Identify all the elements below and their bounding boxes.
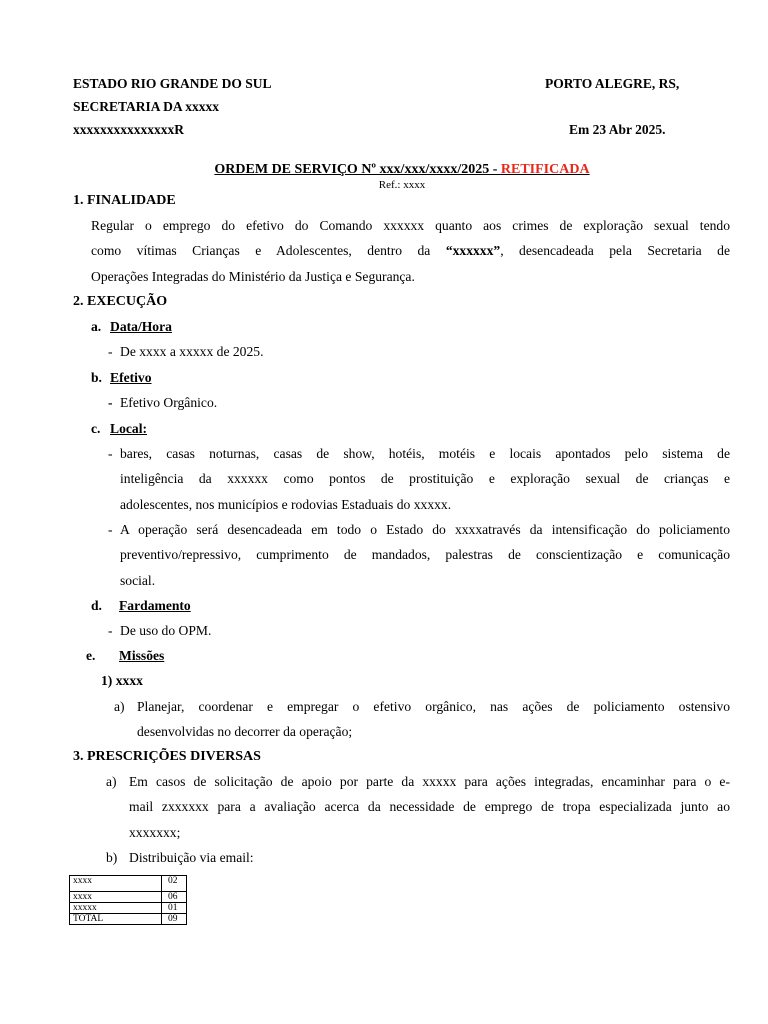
item-a-label: a. [91, 319, 102, 334]
table-row [70, 892, 187, 903]
item-b-entry: - Efetivo Orgânico. [108, 395, 218, 410]
mission-a-text [137, 694, 730, 745]
section2-heading: 2. EXECUÇÃO [73, 294, 168, 309]
distribution-table [69, 875, 187, 925]
item-d-title: Fardamento [119, 598, 191, 613]
item-c-entry-2: - A operação será desencadeada em todo o Estado do xxxxatravés da intensificação do policiamento preventivo/repressivo, cumprimento de mandados, palestras de conscientização e comunicação social. [120, 517, 730, 593]
distribution-recipient: xxxx [70, 892, 162, 903]
table-row [70, 903, 187, 914]
distribution-quantity: 06 [162, 892, 187, 903]
section3-heading: 3. PRESCRIÇÕES DIVERSAS [73, 749, 261, 764]
prescription-b-text: Distribuição via email: [129, 850, 254, 865]
distribution-recipient: xxxxx [70, 903, 162, 914]
prescription-a-line2: mail zxxxxxx para a avaliação acerca da necessidade de emprego de tropa especializada junto ao [129, 799, 730, 815]
section1-line2-post: , desencadeada pela Secretaria de [500, 243, 730, 259]
item-c-entry-2-line1: A operação será desencadeada em todo o Estado do xxxxatravés da intensificação do policiamento [120, 522, 730, 537]
distribution-recipient: xxxx [70, 876, 162, 892]
section1-line2-pre: como vítimas Crianças e Adolescentes, dentro da [91, 243, 446, 259]
item-c-entry-1-line1: bares, casas noturnas, casas de show, hotéis, motéis e locais apontados pelo sistema de [120, 446, 730, 461]
section1-line1: Regular o emprego do efetivo do Comando xxxxxx quanto aos crimes de exploração sexual tendo [91, 218, 730, 233]
header-date: Em 23 Abr 2025. [569, 122, 666, 137]
operation-name: “xxxxxx” [445, 243, 501, 259]
title-status: RETIFICADA [500, 162, 590, 177]
distribution-quantity: 02 [162, 876, 187, 892]
item-a-entry: - De xxxx a xxxxx de 2025. [108, 344, 264, 359]
item-b-label: b. [91, 370, 102, 385]
item-c-entry-1-line2: inteligência da xxxxxx como pontos de prostituição e exploração sexual de crianças e [120, 471, 730, 487]
item-d-entry: - De uso do OPM. [108, 623, 212, 638]
distribution-recipient: TOTAL [70, 914, 162, 925]
item-c-entry-2-line3: social. [120, 572, 156, 588]
prescription-a-line3: xxxxxxx; [129, 824, 181, 840]
item-b-text: Efetivo Orgânico. [120, 395, 218, 410]
table-row [70, 914, 187, 925]
mission-a-line2: desenvolvidas no decorrer da operação; [137, 724, 353, 740]
item-a-text: De xxxx a xxxxx de 2025. [120, 344, 264, 359]
prescription-b-label: b) [106, 850, 118, 865]
prescription-a-line1: Em casos de solicitação de apoio por parte da xxxxx para ações integradas, encaminhar para o e- [129, 774, 730, 789]
distribution-quantity: 01 [162, 903, 187, 914]
title-main: ORDEM DE SERVIÇO Nº xxx/xxx/xxxx/2025 - [214, 162, 501, 177]
section1-paragraph [91, 213, 730, 289]
mission-a-line1: Planejar, coordenar e empregar o efetivo orgânico, nas ações de policiamento ostensivo [137, 699, 730, 714]
distribution-quantity: 09 [162, 914, 187, 925]
prescription-a-label: a) [106, 774, 117, 789]
title-reference: Ref.: xxxx [378, 179, 426, 191]
header-city: PORTO ALEGRE, RS, [545, 76, 680, 91]
item-c-label: c. [91, 421, 101, 436]
document-title [0, 162, 768, 178]
mission-a-label: a) [114, 699, 125, 714]
header-state: ESTADO RIO GRANDE DO SUL [73, 76, 272, 91]
table-row [70, 876, 187, 892]
header-department: xxxxxxxxxxxxxxxR [73, 122, 184, 137]
item-a-title: Data/Hora [110, 319, 172, 334]
item-e-label: e. [86, 648, 96, 663]
item-c-entry-2-line2: preventivo/repressivo, cumprimento de mandados, palestras de conscientização e comunicação [120, 547, 730, 563]
section1-line3: Operações Integradas do Ministério da Justiça e Segurança. [91, 268, 415, 284]
section1-heading: 1. FINALIDADE [73, 193, 176, 208]
item-c-entry-1: - bares, casas noturnas, casas de show, hotéis, motéis e locais apontados pelo sistema de inteligência da xxxxxx como pontos de prostituição e exploração sexual de crianças e adolescentes, nos municípios e rodovias Estaduais do xxxxx. [120, 441, 730, 517]
prescription-a-text [129, 769, 730, 845]
section1-line2 [91, 238, 730, 263]
item-d-text: De uso do OPM. [120, 623, 212, 638]
header-secretariat: SECRETARIA DA xxxxx [73, 99, 220, 114]
item-b-title: Efetivo [110, 370, 152, 385]
mission-heading: 1) xxxx [101, 673, 143, 688]
item-c-entry-1-line3: adolescentes, nos municípios e rodovias Estaduais do xxxxx. [120, 496, 452, 512]
item-e-title: Missões [119, 648, 165, 663]
item-d-label: d. [91, 598, 102, 613]
item-c-title: Local: [110, 421, 147, 436]
